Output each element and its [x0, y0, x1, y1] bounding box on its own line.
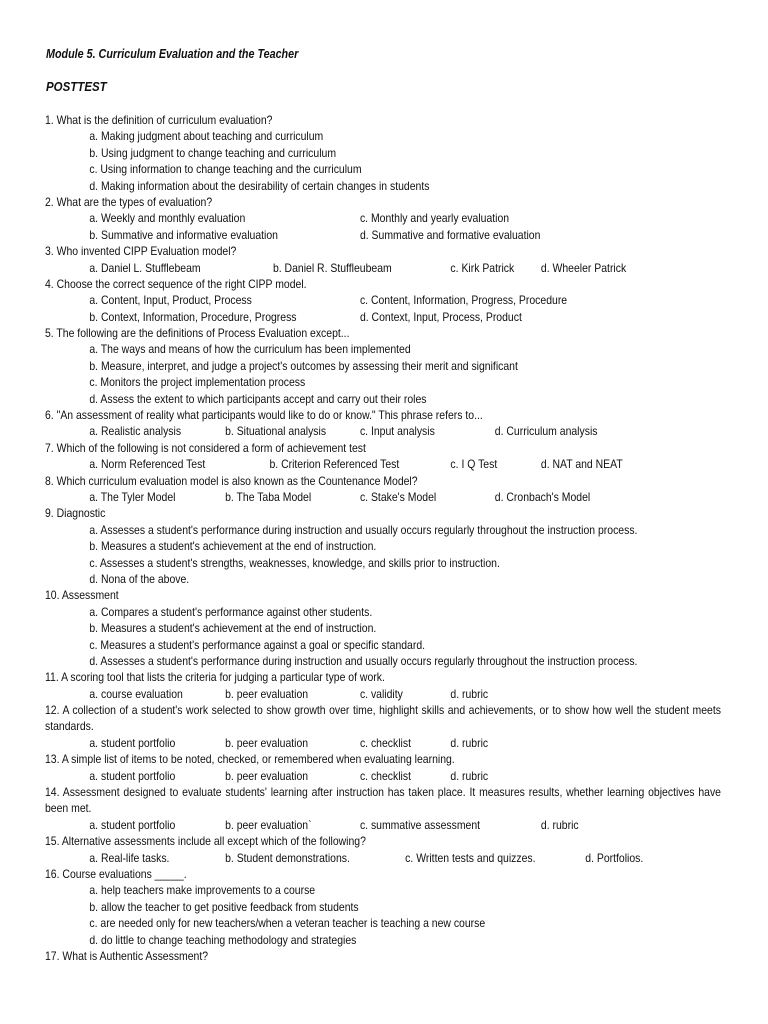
option-text: d. NAT and NEAT: [540, 457, 623, 472]
option-row: [45, 538, 633, 554]
option-text: d. Assess the extent to which participants accept and carry out their roles: [89, 391, 427, 406]
option-text: a. Real-life tasks.: [89, 850, 170, 865]
option-text: d. rubric: [540, 817, 579, 832]
option-text: c. Kirk Patrick: [450, 260, 515, 275]
option-text: a. student portfolio: [89, 735, 176, 750]
option-row: [45, 358, 633, 374]
option-text: b. Measure, interpret, and judge a project's outcomes by assessing their merit and significant: [89, 358, 518, 373]
option-text: c. summative assessment: [359, 817, 481, 832]
option-text: a. Content, Input, Product, Process: [89, 293, 252, 308]
option-text: a. help teachers make improvements to a course: [89, 883, 316, 898]
option-text: d. Context, Input, Process, Product: [359, 309, 522, 324]
option-text: b. peer evaluation`: [225, 817, 312, 832]
question-11: 11. A scoring tool that lists the criteria for judging a particular type of work.: [45, 670, 385, 685]
option-text: c. validity: [359, 686, 403, 701]
option-row: [45, 686, 633, 702]
option-text: c. I Q Test: [450, 457, 498, 472]
option-text: c. Monitors the project implementation process: [89, 375, 306, 390]
option-row: [45, 227, 633, 243]
option-text: b. Measures a student's achievement at the end of instruction.: [89, 621, 377, 636]
option-text: d. Curriculum analysis: [494, 424, 598, 439]
question-13: 13. A simple list of items to be noted, checked, or remembered when evaluating learning.: [45, 752, 455, 767]
option-row: [45, 932, 633, 948]
option-row: [45, 735, 633, 751]
option-text: c. checklist: [359, 735, 411, 750]
option-row: [45, 292, 633, 308]
option-text: a. Weekly and monthly evaluation: [89, 211, 246, 226]
option-row: [45, 145, 633, 161]
option-text: a. student portfolio: [89, 817, 176, 832]
option-row: [45, 210, 633, 226]
option-row: [45, 637, 633, 653]
option-text: a. Norm Referenced Test: [89, 457, 206, 472]
option-row: [45, 555, 633, 571]
option-row: [45, 522, 638, 538]
question-8: 8. Which curriculum evaluation model is also known as the Countenance Model?: [45, 473, 418, 488]
option-text: c. Content, Information, Progress, Procedure: [359, 293, 568, 308]
option-text: d. Assesses a student's performance during instruction and usually occurs regularly throughout the instruction process.: [89, 653, 638, 668]
question-12: 12. A collection of a student's work selected to show growth over time, highlight skills and achievements, or to show how well the student meets standards.: [45, 703, 721, 734]
option-text: c. Measures a student's performance against a goal or specific standard.: [89, 637, 426, 652]
option-text: d. rubric: [450, 735, 489, 750]
option-row: [45, 456, 633, 472]
question-16: 16. Course evaluations _____.: [45, 867, 187, 882]
question-10: 10. Assessment: [45, 588, 119, 603]
option-row: [45, 128, 633, 144]
option-text: b. allow the teacher to get positive feedback from students: [89, 899, 359, 914]
option-row: [45, 899, 633, 915]
option-text: c. Assesses a student's strengths, weaknesses, knowledge, and skills prior to instruction.: [89, 555, 500, 570]
question-9: 9. Diagnostic: [45, 506, 106, 521]
option-row: [45, 604, 633, 620]
option-text: a. Daniel L. Stufflebeam: [89, 260, 201, 275]
question-17: 17. What is Authentic Assessment?: [45, 948, 209, 963]
option-text: d. rubric: [450, 768, 489, 783]
option-text: b. Measures a student's achievement at the end of instruction.: [89, 539, 377, 554]
option-text: d. Cronbach's Model: [494, 489, 591, 504]
question-5: 5. The following are the definitions of Process Evaluation except...: [45, 326, 350, 341]
option-text: a. The Tyler Model: [89, 489, 176, 504]
option-text: b. peer evaluation: [225, 686, 309, 701]
option-row: [45, 178, 633, 194]
question-2: 2. What are the types of evaluation?: [45, 194, 213, 209]
option-row: [45, 653, 638, 669]
option-text: b. Criterion Referenced Test: [269, 457, 400, 472]
option-text: d. do little to change teaching methodology and strategies: [89, 932, 357, 947]
option-text: d. Making information about the desirability of certain changes in students: [89, 178, 430, 193]
question-6: 6. "An assessment of reality what participants would like to do or know." This phrase refers to...: [45, 408, 483, 423]
option-text: b. Context, Information, Procedure, Progress: [89, 309, 297, 324]
question-4: 4. Choose the correct sequence of the right CIPP model.: [45, 276, 307, 291]
option-row: [45, 374, 633, 390]
option-text: b. Using judgment to change teaching and curriculum: [89, 145, 337, 160]
option-text: a. student portfolio: [89, 768, 176, 783]
option-text: a. The ways and means of how the curriculum has been implemented: [89, 342, 411, 357]
option-text: d. Nona of the above.: [89, 571, 190, 586]
option-row: [45, 850, 644, 866]
option-text: b. Daniel R. Stuffleubeam: [272, 260, 392, 275]
option-text: c. checklist: [359, 768, 411, 783]
option-text: c. Input analysis: [359, 424, 435, 439]
option-text: d. rubric: [450, 686, 489, 701]
option-text: d. Summative and formative evaluation: [359, 227, 541, 242]
option-text: c. Using information to change teaching and the curriculum: [89, 162, 362, 177]
section-title: POSTTEST: [46, 80, 107, 94]
question-15: 15. Alternative assessments include all except which of the following?: [45, 834, 366, 849]
option-row: [45, 571, 633, 587]
option-text: b. Situational analysis: [225, 424, 327, 439]
option-text: a. Making judgment about teaching and curriculum: [89, 129, 324, 144]
option-row: [45, 915, 633, 931]
question-14: 14. Assessment designed to evaluate students' learning after instruction has taken place. It measures results, whether learning objectives have been met.: [45, 785, 721, 816]
module-title: Module 5. Curriculum Evaluation and the Teacher: [46, 47, 299, 61]
option-text: a. course evaluation: [89, 686, 183, 701]
option-text: b. peer evaluation: [225, 735, 309, 750]
option-text: b. Student demonstrations.: [225, 850, 350, 865]
option-text: a. Compares a student's performance against other students.: [89, 604, 373, 619]
option-row: [45, 391, 633, 407]
option-text: a. Realistic analysis: [89, 424, 182, 439]
option-text: c. Written tests and quizzes.: [405, 850, 536, 865]
option-text: a. Assesses a student's performance during instruction and usually occurs regularly throughout the instruction process.: [89, 522, 638, 537]
option-text: c. Monthly and yearly evaluation: [359, 211, 510, 226]
option-row: [45, 260, 633, 276]
option-row: [45, 882, 633, 898]
question-7: 7. Which of the following is not considered a form of achievement test: [45, 440, 366, 455]
question-list: [45, 112, 721, 964]
option-text: d. Portfolios.: [585, 850, 644, 865]
option-row: [45, 309, 633, 325]
option-row: [45, 341, 633, 357]
option-row: [45, 817, 633, 833]
option-text: b. Summative and informative evaluation: [89, 227, 278, 242]
option-row: [45, 768, 633, 784]
option-row: [45, 620, 633, 636]
option-text: c. Stake's Model: [359, 489, 437, 504]
option-row: [45, 423, 633, 439]
option-row: [45, 489, 633, 505]
option-row: [45, 161, 633, 177]
option-text: c. are needed only for new teachers/when a veteran teacher is teaching a new course: [89, 916, 486, 931]
option-text: d. Wheeler Patrick: [540, 260, 627, 275]
question-3: 3. Who invented CIPP Evaluation model?: [45, 244, 237, 259]
question-1: 1. What is the definition of curriculum evaluation?: [45, 113, 273, 127]
option-text: b. The Taba Model: [225, 489, 312, 504]
option-text: b. peer evaluation: [225, 768, 309, 783]
